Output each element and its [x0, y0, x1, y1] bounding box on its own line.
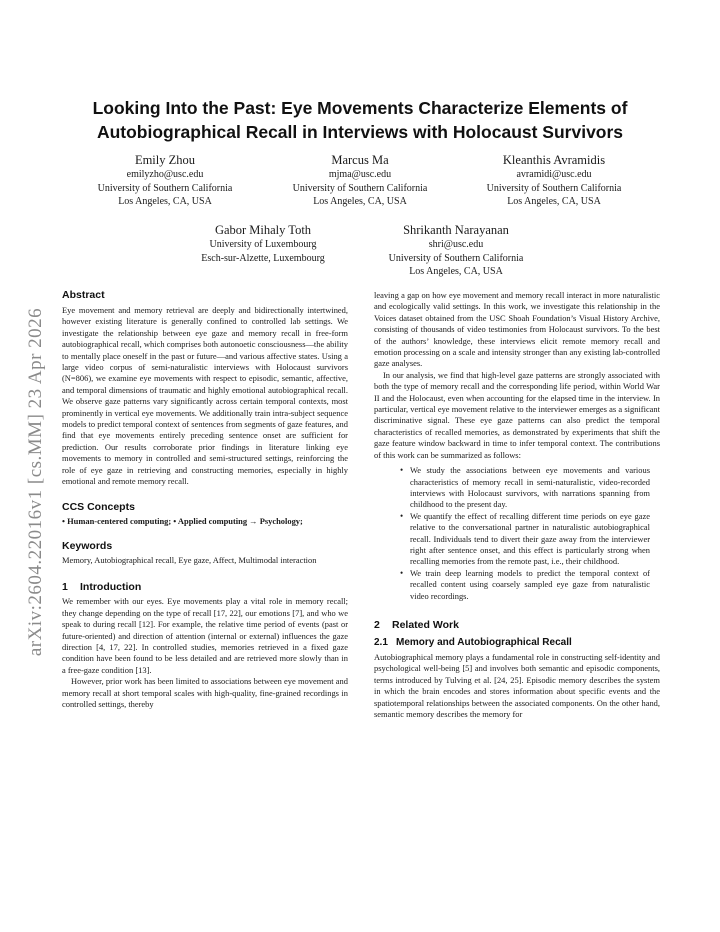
author-location: Esch-sur-Alzette, Luxembourg	[201, 252, 325, 264]
contributions-list	[374, 465, 650, 602]
author-location: Los Angeles, CA, USA	[507, 196, 601, 207]
author-location: Los Angeles, CA, USA	[118, 196, 212, 207]
related-work-heading	[374, 618, 660, 632]
author-affiliation: University of Southern California	[388, 252, 524, 264]
intro-paragraph-3: leaving a gap on how eye movement and memory recall interact in more naturalistic and ecologically valid settings. In this work, we investigate this relationship in the Voices dataset obtained from the USC Shoah Foundation’s Visual History Archive, consisting of thousands of video testimonies from Holocaust survivors. To the best of the authors’ knowledge, these interviews elicit remote memory recall and emotion processing on a scale and intensity stronger than any existing lab-controlled gaze analyses.	[374, 290, 660, 369]
author-4	[158, 222, 368, 265]
list-item: • We study the associations between eye movements and various characteristics of memory recall in semi-naturalistic, video-recorded interviews with Holocaust survivors, with narrations spanning from childhood to the present day.	[410, 465, 650, 511]
author-affiliation: University of Southern California	[97, 182, 233, 194]
right-column	[374, 290, 660, 720]
author-email: shri@usc.edu	[428, 239, 484, 250]
author-name: Shrikanth Narayanan	[403, 223, 509, 237]
author-2	[255, 152, 465, 209]
author-affiliation: University of Southern California	[292, 182, 428, 194]
author-email: mjma@usc.edu	[328, 169, 392, 180]
left-column	[62, 288, 348, 710]
arxiv-identifier	[24, 282, 48, 682]
section-title: Related Work	[392, 618, 459, 631]
keywords-heading: Keywords	[62, 539, 113, 552]
author-name: Marcus Ma	[331, 153, 389, 167]
author-name: Emily Zhou	[134, 153, 196, 167]
introduction-heading	[62, 580, 348, 594]
list-item: • We train deep learning models to predict the temporal context of recalled content using coarsely sampled eye gaze from naturalistic video recordings.	[410, 568, 650, 602]
related-work-paragraph: Autobiographical memory plays a fundamental role in constructing self-identity and psychological well-being [5] and involves both semantic and episodic components, terms introduced by Tulving et al. [24, 25]. Episodic memory describes the system in which the brain encodes and stores information about specific events and the spatiotemporal relationships between the associated components. On the other hand, semantic memory describes the memory for	[374, 651, 660, 719]
list-item: • We quantify the effect of recalling different time periods on eye gaze relative to the conversational partner in naturalistic autobiographical recall. Individuals tend to divert their gaze away from the interviewer right after sentence onset, and this effect is particularly strong when recalling memories from the remote past, i.e., their childhood.	[410, 511, 650, 568]
ccs-heading: CCS Concepts	[62, 500, 135, 513]
keywords-text: Memory, Autobiographical recall, Eye gaze, Affect, Multimodal interaction	[62, 554, 317, 565]
author-3	[449, 152, 659, 209]
paper-title: Looking Into the Past: Eye Movements Characterize Elements of Autobiographical Recall in Interviews with Holocaust Survivors	[92, 98, 628, 142]
author-email: avramidi@usc.edu	[516, 169, 592, 180]
section-number: 2	[374, 618, 380, 631]
author-location: Los Angeles, CA, USA	[313, 196, 407, 207]
author-name: Kleanthis Avramidis	[502, 153, 606, 167]
author-affiliation: University of Luxembourg	[209, 239, 317, 250]
author-1	[60, 152, 270, 209]
intro-paragraph-4: In our analysis, we find that high-level gaze patterns are strongly associated with both the type of memory recall and the corresponding life period, within World War II and the Holocaust, even when accounting for the elapsed time in the interview. In particular, vertical eye movement relative to the interviewer emerges as a significant discriminative signal. These eye gaze patterns can also predict the temporal characteristics of recalled memories, as demonstrated by experiments that shift the gaze feature window backward in time to infer temporal context. The contributions of this work can be summarized as follows:	[374, 369, 660, 460]
section-number: 1	[62, 581, 68, 594]
subsection-heading	[374, 636, 660, 650]
author-email: emilyzho@usc.edu	[126, 169, 204, 180]
author-affiliation: University of Southern California	[486, 182, 622, 194]
subsection-title: Memory and Autobiographical Recall	[396, 636, 572, 648]
abstract-text: Eye movement and memory retrieval are deeply and bidirectionally intertwined, however existing literature is generally confined to controlled lab settings. We investigate the relationship between eye gaze and memory recall in free-form autobiographical recall, which comprises both autonoetic consciousness—the ability to mentally place oneself in the past or future—and various affective states. Using a large video corpus of semi-naturalistic interviews with Holocaust survivors (N=806), we examine eye movements with respect to episodic, semantic, affective, and temporal dimensions of traumatic and highly emotional autobiographical recall. We observe gaze patterns vary significantly across certain temporal contexts, most prominently in vertical eye movements. We additionally train intra-subject sequence models to predict temporal context of sentences from segments of gaze features, and find that eye movements entirely preceding sentence onset are sufficient for prediction. Our results corroborate prior findings in literature linking eye movements to memory in controlled and semi-structured settings, reinforcing the role of eye gaze in retrieving and constructing memories, especially in highly emotional and remote memory recall.	[62, 305, 348, 487]
intro-paragraph-1: We remember with our eyes. Eye movements play a vital role in memory recall; they change depending on the type of recall [17, 22], our emotions [7], and who we speak to during recall [12]. For example, the relative time period of events (past or future-oriented) and direction of attention (internal or external) influences the gaze direction [4, 17, 22]. In controlled studies, memories retrieved in a fixed gaze condition have been found to be less detailed and are retrieved more slowly than in a free-gaze condition [13].	[62, 596, 348, 675]
ccs-text: • Human-centered computing; • Applied computing → Psychology;	[62, 515, 303, 526]
author-location: Los Angeles, CA, USA	[409, 266, 503, 277]
abstract-heading: Abstract	[62, 289, 105, 301]
author-name: Gabor Mihaly Toth	[214, 223, 312, 237]
section-title: Introduction	[80, 581, 142, 594]
arxiv-identifier-text: arXiv:2604.22016v1 [cs.MM] 23 Apr 2026	[25, 307, 46, 657]
intro-paragraph-2: However, prior work has been limited to associations between eye movement and memory recall at short temporal scales with high-quality, fine-grained recordings in controlled settings, thereby	[62, 676, 348, 709]
author-5	[351, 222, 561, 279]
subsection-number: 2.1	[374, 636, 388, 648]
